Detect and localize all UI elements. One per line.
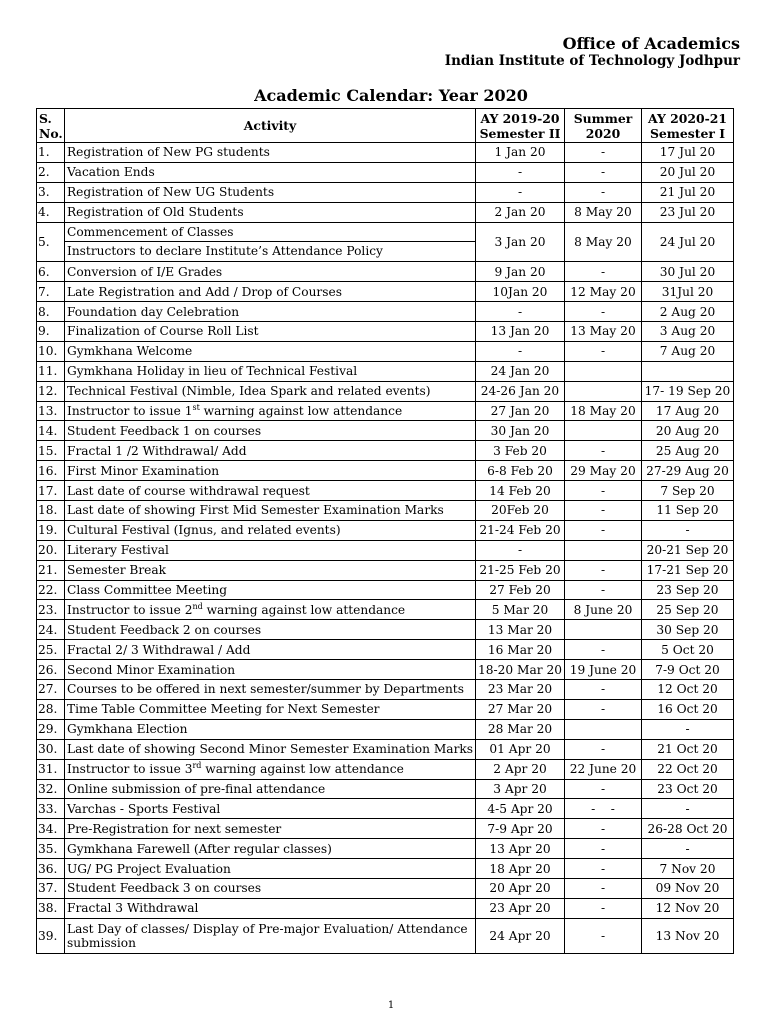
ordinal-suffix: st xyxy=(192,402,200,412)
ay-2019-20-date: 20Feb 20 xyxy=(476,501,565,521)
table-row xyxy=(37,918,734,953)
summer-2020-date xyxy=(565,361,642,381)
ay-2019-20-date: 10Jan 20 xyxy=(476,282,565,302)
summer-2020-date: - xyxy=(565,162,642,182)
activity-text: warning against low attendance xyxy=(199,404,403,419)
summer-2020-date: 18 May 20 xyxy=(565,401,642,421)
summer-2020-date xyxy=(565,421,642,441)
summer-2020-date: 8 June 20 xyxy=(565,600,642,620)
activity-cell xyxy=(65,759,476,779)
column-header-summer-line2: 2020 xyxy=(585,125,621,141)
summer-2020-date: - xyxy=(565,441,642,461)
table-row xyxy=(37,302,734,322)
institute-heading: Indian Institute of Technology Jodhpur xyxy=(444,53,740,69)
page-title: Academic Calendar: Year 2020 xyxy=(254,86,528,105)
summer-2020-date xyxy=(565,620,642,640)
activity-cell: Semester Break xyxy=(65,560,476,580)
ay-2020-21-date: 24 Jul 20 xyxy=(642,222,734,262)
activity-cell: Late Registration and Add / Drop of Courses xyxy=(65,282,476,302)
ay-2020-21-date: 27-29 Aug 20 xyxy=(642,461,734,481)
ay-2020-21-date: 25 Sep 20 xyxy=(642,600,734,620)
activity-cell: Student Feedback 3 on courses xyxy=(65,878,476,898)
column-header-summer-2020 xyxy=(565,109,642,143)
activity-text: warning against low attendance xyxy=(202,602,406,617)
row-number: 26. xyxy=(37,660,65,680)
activity-cell: Registration of Old Students xyxy=(65,202,476,222)
summer-2020-date: - xyxy=(565,182,642,202)
ay-2019-20-date: 27 Jan 20 xyxy=(476,401,565,421)
ay-2019-20-date: 01 Apr 20 xyxy=(476,739,565,759)
activity-cell: Gymkhana Welcome xyxy=(65,341,476,361)
table-row xyxy=(37,859,734,879)
activity-cell: Fractal 1 /2 Withdrawal/ Add xyxy=(65,441,476,461)
table-row xyxy=(37,898,734,918)
summer-2020-date: - xyxy=(565,839,642,859)
table-row xyxy=(37,680,734,700)
row-number: 15. xyxy=(37,441,65,461)
ay-2020-21-date: 21 Jul 20 xyxy=(642,182,734,202)
ay-2020-21-date: 23 Sep 20 xyxy=(642,580,734,600)
ay-2020-21-date: 7 Aug 20 xyxy=(642,341,734,361)
table-row xyxy=(37,501,734,521)
ay-2019-20-date: 3 Feb 20 xyxy=(476,441,565,461)
activity-cell xyxy=(65,600,476,620)
table-row xyxy=(37,640,734,660)
ay-2020-21-date: - xyxy=(642,719,734,739)
summer-2020-date: 12 May 20 xyxy=(565,282,642,302)
table-row xyxy=(37,481,734,501)
academic-calendar-table xyxy=(36,108,734,954)
row-number: 36. xyxy=(37,859,65,879)
summer-2020-date: 19 June 20 xyxy=(565,660,642,680)
row-number: 12. xyxy=(37,381,65,401)
row-number: 19. xyxy=(37,520,65,540)
row-number: 25. xyxy=(37,640,65,660)
table-row xyxy=(37,600,734,620)
row-number: 9. xyxy=(37,322,65,342)
ay-2019-20-date: 20 Apr 20 xyxy=(476,878,565,898)
ay-2019-20-date: 18 Apr 20 xyxy=(476,859,565,879)
column-header-ay-2019-20 xyxy=(476,109,565,143)
activity-cell: Courses to be offered in next semester/summer by Departments xyxy=(65,680,476,700)
activity-cell: Online submission of pre-final attendance xyxy=(65,779,476,799)
table-row xyxy=(37,839,734,859)
row-number: 17. xyxy=(37,481,65,501)
summer-2020-date: 29 May 20 xyxy=(565,461,642,481)
row-number: 13. xyxy=(37,401,65,421)
summer-2020-date xyxy=(565,381,642,401)
summer-2020-date: 22 June 20 xyxy=(565,759,642,779)
summer-2020-date: 13 May 20 xyxy=(565,322,642,342)
summer-2020-date: - xyxy=(565,560,642,580)
ay-2019-20-date: 9 Jan 20 xyxy=(476,262,565,282)
summer-2020-date: - xyxy=(565,520,642,540)
row-number: 28. xyxy=(37,699,65,719)
table-row xyxy=(37,143,734,163)
table-row xyxy=(37,461,734,481)
table-row xyxy=(37,620,734,640)
row-number: 37. xyxy=(37,878,65,898)
row-number: 38. xyxy=(37,898,65,918)
row-number: 24. xyxy=(37,620,65,640)
activity-cell: Last Day of classes/ Display of Pre-major Evaluation/ Attendance submission xyxy=(65,918,476,953)
column-header-ay2-line1: AY 2020-21 xyxy=(647,110,728,126)
activity-cell: Gymkhana Election xyxy=(65,719,476,739)
table-row xyxy=(37,660,734,680)
ay-2019-20-date: 21-24 Feb 20 xyxy=(476,520,565,540)
activity-cell: UG/ PG Project Evaluation xyxy=(65,859,476,879)
activity-cell: Literary Festival xyxy=(65,540,476,560)
ay-2019-20-date: 14 Feb 20 xyxy=(476,481,565,501)
ay-2019-20-date: 24 Jan 20 xyxy=(476,361,565,381)
table-row xyxy=(37,441,734,461)
row-number: 34. xyxy=(37,819,65,839)
ay-2020-21-date: 20 Aug 20 xyxy=(642,421,734,441)
ordinal-suffix: nd xyxy=(192,601,203,611)
ay-2019-20-date: 24-26 Jan 20 xyxy=(476,381,565,401)
row-number: 27. xyxy=(37,680,65,700)
ay-2019-20-date: 7-9 Apr 20 xyxy=(476,819,565,839)
column-header-activity: Activity xyxy=(65,109,476,143)
ay-2020-21-date: 21 Oct 20 xyxy=(642,739,734,759)
summer-2020-date: - xyxy=(565,859,642,879)
ay-2020-21-date: 7 Nov 20 xyxy=(642,859,734,879)
ay-2019-20-date: - xyxy=(476,182,565,202)
ay-2020-21-date: 7 Sep 20 xyxy=(642,481,734,501)
ay-2019-20-date: 5 Mar 20 xyxy=(476,600,565,620)
table-row xyxy=(37,182,734,202)
ay-2019-20-date: 13 Apr 20 xyxy=(476,839,565,859)
ay-2020-21-date: 20 Jul 20 xyxy=(642,162,734,182)
ay-2019-20-date: 13 Mar 20 xyxy=(476,620,565,640)
ay-2020-21-date: 25 Aug 20 xyxy=(642,441,734,461)
row-number: 29. xyxy=(37,719,65,739)
ay-2019-20-date: 2 Jan 20 xyxy=(476,202,565,222)
ay-2020-21-date: 3 Aug 20 xyxy=(642,322,734,342)
ay-2019-20-date: 2 Apr 20 xyxy=(476,759,565,779)
summer-2020-date: - xyxy=(565,918,642,953)
ay-2019-20-date: 3 Apr 20 xyxy=(476,779,565,799)
summer-2020-date: - xyxy=(565,680,642,700)
ay-2020-21-date: - xyxy=(642,839,734,859)
activity-cell: Last date of course withdrawal request xyxy=(65,481,476,501)
activity-cell: Gymkhana Holiday in lieu of Technical Festival xyxy=(65,361,476,381)
table-row xyxy=(37,540,734,560)
summer-2020-date: - xyxy=(565,898,642,918)
ay-2020-21-date: 13 Nov 20 xyxy=(642,918,734,953)
ordinal-suffix: rd xyxy=(192,760,202,770)
ay-2020-21-date: 09 Nov 20 xyxy=(642,878,734,898)
ay-2020-21-date: 23 Jul 20 xyxy=(642,202,734,222)
table-row xyxy=(37,361,734,381)
table-row xyxy=(37,162,734,182)
ay-2019-20-date: 1 Jan 20 xyxy=(476,143,565,163)
summer-2020-date: - xyxy=(565,580,642,600)
row-number: 18. xyxy=(37,501,65,521)
table-row xyxy=(37,421,734,441)
activity-cell: Pre-Registration for next semester xyxy=(65,819,476,839)
summer-2020-date: - xyxy=(565,341,642,361)
ay-2019-20-date: 4-5 Apr 20 xyxy=(476,799,565,819)
summer-2020-date xyxy=(565,719,642,739)
ay-2019-20-date: - xyxy=(476,341,565,361)
table-row xyxy=(37,739,734,759)
table-row xyxy=(37,560,734,580)
row-number: 16. xyxy=(37,461,65,481)
row-number: 32. xyxy=(37,779,65,799)
ay-2019-20-date: 6-8 Feb 20 xyxy=(476,461,565,481)
summer-2020-date xyxy=(565,540,642,560)
activity-cell: Conversion of I/E Grades xyxy=(65,262,476,282)
row-number: 39. xyxy=(37,918,65,953)
activity-text: Instructor to issue 1 xyxy=(67,404,193,419)
ay-2020-21-date: 31Jul 20 xyxy=(642,282,734,302)
ay-2019-20-date: 27 Mar 20 xyxy=(476,699,565,719)
ay-2020-21-date: 12 Oct 20 xyxy=(642,680,734,700)
column-header-sno xyxy=(37,109,65,143)
table-row xyxy=(37,799,734,819)
ay-2020-21-date: 26-28 Oct 20 xyxy=(642,819,734,839)
column-header-sno-line2: No. xyxy=(39,125,63,141)
ay-2019-20-date: - xyxy=(476,540,565,560)
table-row xyxy=(37,759,734,779)
row-number: 8. xyxy=(37,302,65,322)
ay-2020-21-date: - xyxy=(642,799,734,819)
ay-2020-21-date: - xyxy=(642,520,734,540)
ay-2020-21-date: 5 Oct 20 xyxy=(642,640,734,660)
ay-2020-21-date xyxy=(642,361,734,381)
activity-cell: Last date of showing Second Minor Semester Examination Marks xyxy=(65,739,476,759)
summer-2020-date: 8 May 20 xyxy=(565,202,642,222)
summer-2020-date: 8 May 20 xyxy=(565,222,642,262)
ay-2020-21-date: 30 Sep 20 xyxy=(642,620,734,640)
ay-2020-21-date: 17 Jul 20 xyxy=(642,143,734,163)
ay-2020-21-date: 11 Sep 20 xyxy=(642,501,734,521)
column-header-summer-line1: Summer xyxy=(573,110,633,126)
row-number: 3. xyxy=(37,182,65,202)
ay-2019-20-date: 30 Jan 20 xyxy=(476,421,565,441)
activity-cell: Foundation day Celebration xyxy=(65,302,476,322)
activity-text: Instructor to issue 3 xyxy=(67,762,193,777)
ay-2019-20-date: - xyxy=(476,162,565,182)
summer-2020-date: - xyxy=(565,143,642,163)
summer-2020-date: - - xyxy=(565,799,642,819)
row-number: 33. xyxy=(37,799,65,819)
ay-2019-20-date: 28 Mar 20 xyxy=(476,719,565,739)
ay-2019-20-date: 23 Mar 20 xyxy=(476,680,565,700)
table-row xyxy=(37,381,734,401)
table-row xyxy=(37,222,734,262)
summer-2020-date: - xyxy=(565,739,642,759)
summer-2020-date: - xyxy=(565,302,642,322)
row-number: 31. xyxy=(37,759,65,779)
row-number: 6. xyxy=(37,262,65,282)
table-row xyxy=(37,401,734,421)
ay-2020-21-date: 17 Aug 20 xyxy=(642,401,734,421)
activity-cell: Student Feedback 2 on courses xyxy=(65,620,476,640)
ay-2020-21-date: 12 Nov 20 xyxy=(642,898,734,918)
row-number: 22. xyxy=(37,580,65,600)
summer-2020-date: - xyxy=(565,699,642,719)
column-header-ay1-line2: Semester II xyxy=(479,125,561,141)
ay-2020-21-date: 16 Oct 20 xyxy=(642,699,734,719)
activity-cell: Gymkhana Farewell (After regular classes) xyxy=(65,839,476,859)
activity-line: Instructors to declare Institute’s Attendance Policy xyxy=(65,241,475,261)
table-row xyxy=(37,699,734,719)
table-row xyxy=(37,819,734,839)
column-header-ay1-line1: AY 2019-20 xyxy=(480,110,560,126)
ay-2020-21-date: 2 Aug 20 xyxy=(642,302,734,322)
page-number: 1 xyxy=(387,1000,395,1011)
ay-2019-20-date: 13 Jan 20 xyxy=(476,322,565,342)
ay-2020-21-date: 7-9 Oct 20 xyxy=(642,660,734,680)
activity-cell: Second Minor Examination xyxy=(65,660,476,680)
row-number: 35. xyxy=(37,839,65,859)
activity-cell: Vacation Ends xyxy=(65,162,476,182)
activity-cell: Fractal 3 Withdrawal xyxy=(65,898,476,918)
activity-text: warning against low attendance xyxy=(201,762,404,777)
activity-text: Instructor to issue 2 xyxy=(67,602,193,617)
ay-2019-20-date: 24 Apr 20 xyxy=(476,918,565,953)
table-row xyxy=(37,262,734,282)
ay-2019-20-date: 3 Jan 20 xyxy=(476,222,565,262)
activity-cell: First Minor Examination xyxy=(65,461,476,481)
activity-cell: Student Feedback 1 on courses xyxy=(65,421,476,441)
activity-cell: Finalization of Course Roll List xyxy=(65,322,476,342)
ay-2019-20-date: 21-25 Feb 20 xyxy=(476,560,565,580)
ay-2020-21-date: 20-21 Sep 20 xyxy=(642,540,734,560)
ay-2020-21-date: 17- 19 Sep 20 xyxy=(642,381,734,401)
ay-2019-20-date: 27 Feb 20 xyxy=(476,580,565,600)
activity-cell: Registration of New PG students xyxy=(65,143,476,163)
table-header-row xyxy=(37,109,734,143)
summer-2020-date: - xyxy=(565,819,642,839)
column-header-ay-2020-21 xyxy=(642,109,734,143)
ay-2019-20-date: 18-20 Mar 20 xyxy=(476,660,565,680)
table-row xyxy=(37,282,734,302)
ay-2020-21-date: 30 Jul 20 xyxy=(642,262,734,282)
row-number: 10. xyxy=(37,341,65,361)
activity-cell: Technical Festival (Nimble, Idea Spark and related events) xyxy=(65,381,476,401)
summer-2020-date: - xyxy=(565,878,642,898)
column-header-ay2-line2: Semester I xyxy=(649,125,726,141)
summer-2020-date: - xyxy=(565,640,642,660)
row-number: 4. xyxy=(37,202,65,222)
table-row xyxy=(37,322,734,342)
row-number: 7. xyxy=(37,282,65,302)
row-number: 5. xyxy=(37,222,65,262)
table-row xyxy=(37,520,734,540)
summer-2020-date: - xyxy=(565,501,642,521)
activity-cell: Registration of New UG Students xyxy=(65,182,476,202)
table-row xyxy=(37,779,734,799)
activity-cell: Last date of showing First Mid Semester Examination Marks xyxy=(65,501,476,521)
table-row xyxy=(37,580,734,600)
summer-2020-date: - xyxy=(565,262,642,282)
row-number: 20. xyxy=(37,540,65,560)
activity-cell: Cultural Festival (Ignus, and related events) xyxy=(65,520,476,540)
ay-2020-21-date: 17-21 Sep 20 xyxy=(642,560,734,580)
table-row xyxy=(37,341,734,361)
row-number: 23. xyxy=(37,600,65,620)
activity-cell: Time Table Committee Meeting for Next Semester xyxy=(65,699,476,719)
table-row xyxy=(37,202,734,222)
ay-2019-20-date: 16 Mar 20 xyxy=(476,640,565,660)
activity-cell xyxy=(65,222,476,262)
summer-2020-date: - xyxy=(565,779,642,799)
ay-2019-20-date: 23 Apr 20 xyxy=(476,898,565,918)
row-number: 14. xyxy=(37,421,65,441)
activity-cell xyxy=(65,401,476,421)
ay-2020-21-date: 22 Oct 20 xyxy=(642,759,734,779)
row-number: 11. xyxy=(37,361,65,381)
ay-2019-20-date: - xyxy=(476,302,565,322)
row-number: 21. xyxy=(37,560,65,580)
ay-2020-21-date: 23 Oct 20 xyxy=(642,779,734,799)
activity-cell: Varchas - Sports Festival xyxy=(65,799,476,819)
table-row xyxy=(37,878,734,898)
office-heading: Office of Academics xyxy=(562,34,740,53)
column-header-sno-line1: S. xyxy=(39,110,52,126)
row-number: 2. xyxy=(37,162,65,182)
row-number: 1. xyxy=(37,143,65,163)
activity-cell: Class Committee Meeting xyxy=(65,580,476,600)
table-row xyxy=(37,719,734,739)
activity-line: Commencement of Classes xyxy=(67,224,234,239)
row-number: 30. xyxy=(37,739,65,759)
summer-2020-date: - xyxy=(565,481,642,501)
activity-cell: Fractal 2/ 3 Withdrawal / Add xyxy=(65,640,476,660)
